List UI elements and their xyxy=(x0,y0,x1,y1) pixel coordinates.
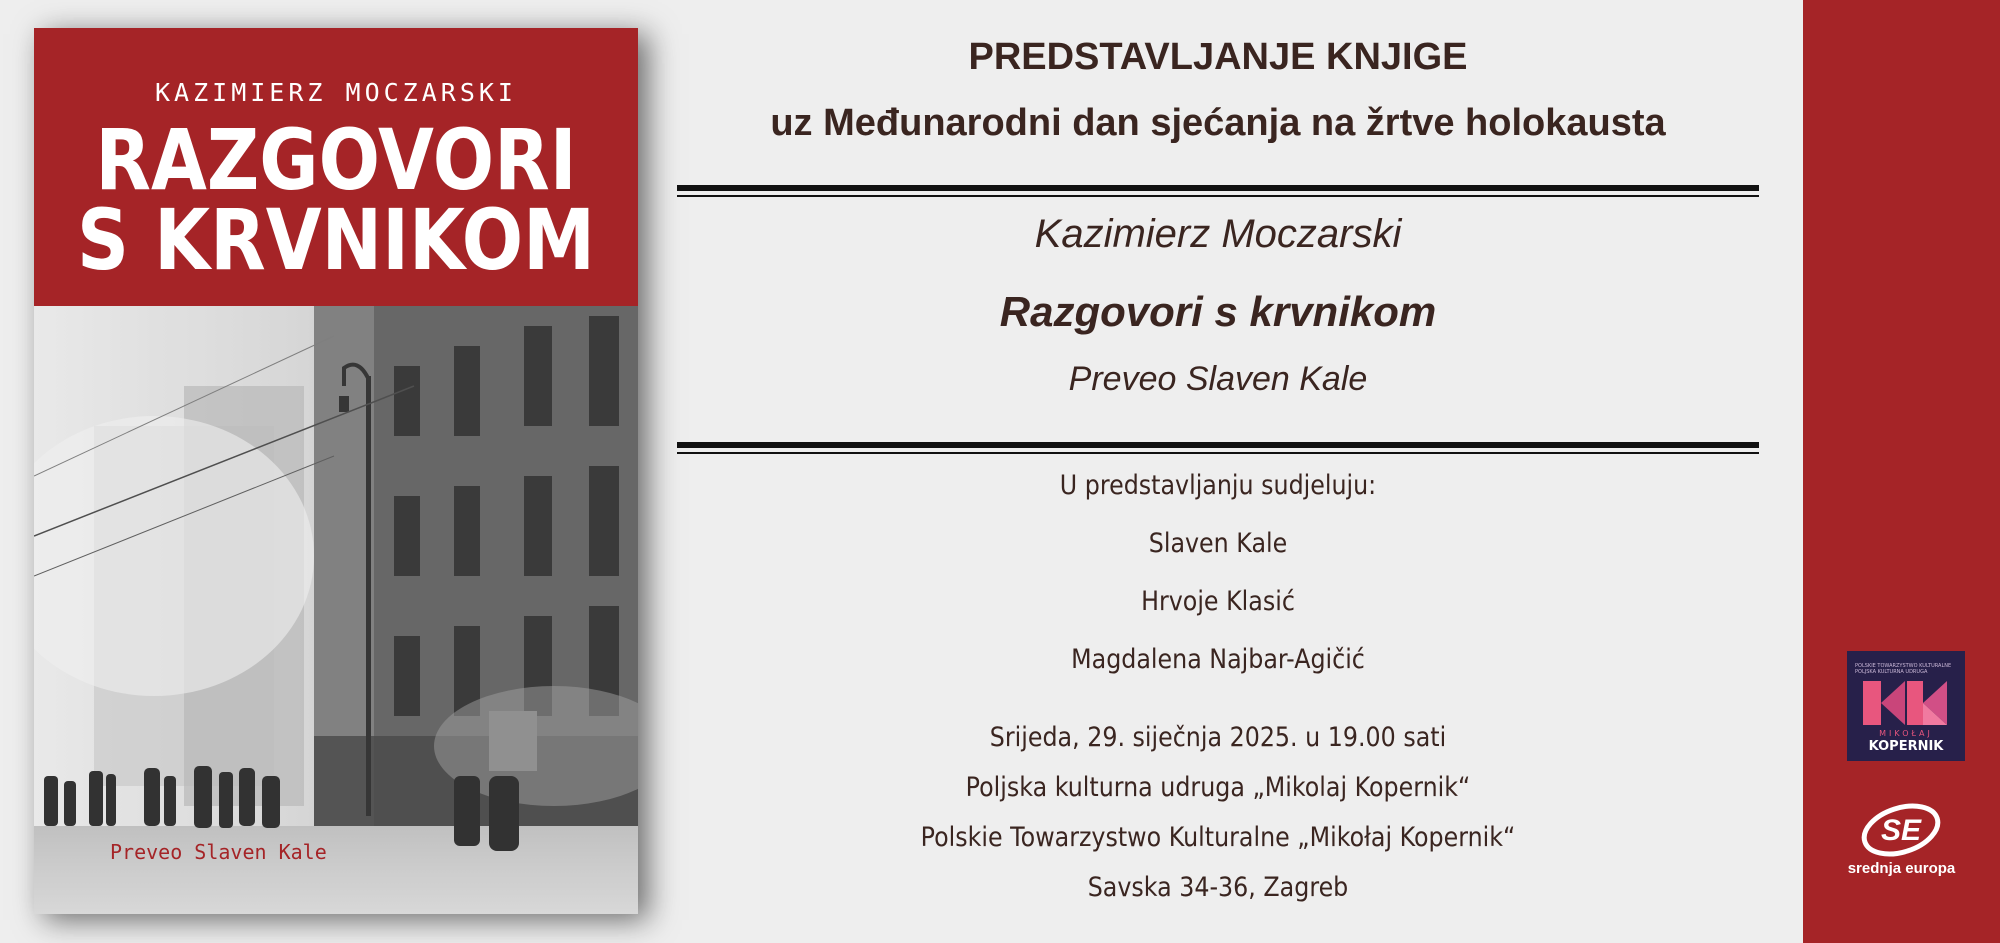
event-details-row xyxy=(677,772,1759,803)
event-venue-hr: Poljska kulturna udruga „Mikolaj Kopernik“ xyxy=(965,772,1471,803)
participant-3: Magdalena Najbar-Agičić xyxy=(1071,644,1365,675)
event-translator: Preveo Slaven Kale xyxy=(1068,360,1368,398)
event-subheading: uz Međunarodni dan sjećanja na žrtve holokausta xyxy=(770,102,1666,144)
participant-row xyxy=(677,586,1759,617)
event-details-row xyxy=(677,872,1759,903)
participants-label: U predstavljanju sudjeluju: xyxy=(1059,470,1377,501)
book-cover-author: KAZIMIERZ MOCZARSKI xyxy=(155,78,517,107)
divider-top xyxy=(677,185,1759,198)
event-author: Kazimierz Moczarski xyxy=(1034,212,1402,256)
participant-2: Hrvoje Klasić xyxy=(1141,586,1295,617)
kopernik-logo-name1: MIKOŁAJ xyxy=(1879,729,1933,738)
street-photo xyxy=(34,306,638,914)
participants-block xyxy=(677,470,1759,501)
book-cover-title-line1: RAZGOVORI xyxy=(95,111,577,209)
kopernik-logo-caption: POLSKIE TOWARZYSTWO KULTURALNE POLJSKA KULTURNA UDRUGA xyxy=(1855,663,1952,675)
event-date-time: Srijeda, 29. siječnja 2025. u 19.00 sati xyxy=(989,722,1447,753)
svg-text:SE: SE xyxy=(1880,814,1922,847)
book-cover-title-band xyxy=(34,28,638,306)
kopernik-logo-name2: KOPERNIK xyxy=(1868,739,1944,754)
event-venue-pl: Polskie Towarzystwo Kulturalne „Mikołaj Kopernik“ xyxy=(920,822,1516,853)
participant-row xyxy=(677,644,1759,675)
srednja-europa-logo-text: srednja europa xyxy=(1847,860,1956,877)
event-details-row xyxy=(677,722,1759,753)
srednja-europa-logo-icon xyxy=(1859,802,1943,858)
event-details-row xyxy=(677,822,1759,853)
right-sidebar xyxy=(1803,0,2000,943)
participant-row xyxy=(677,528,1759,559)
book-cover-title-line2: S KRVNIKOM xyxy=(76,191,596,289)
event-heading: PREDSTAVLJANJE KNJIGE xyxy=(968,36,1468,78)
participant-1: Slaven Kale xyxy=(1148,528,1288,559)
event-address: Savska 34-36, Zagreb xyxy=(1087,872,1349,903)
book-cover-translator: Preveo Slaven Kale xyxy=(110,840,327,864)
divider-bottom xyxy=(677,442,1759,455)
event-book-title: Razgovori s krvnikom xyxy=(999,288,1437,335)
book-cover-image xyxy=(34,28,638,914)
kopernik-mark-icon xyxy=(1861,679,1951,727)
kopernik-logo xyxy=(1847,651,1965,761)
